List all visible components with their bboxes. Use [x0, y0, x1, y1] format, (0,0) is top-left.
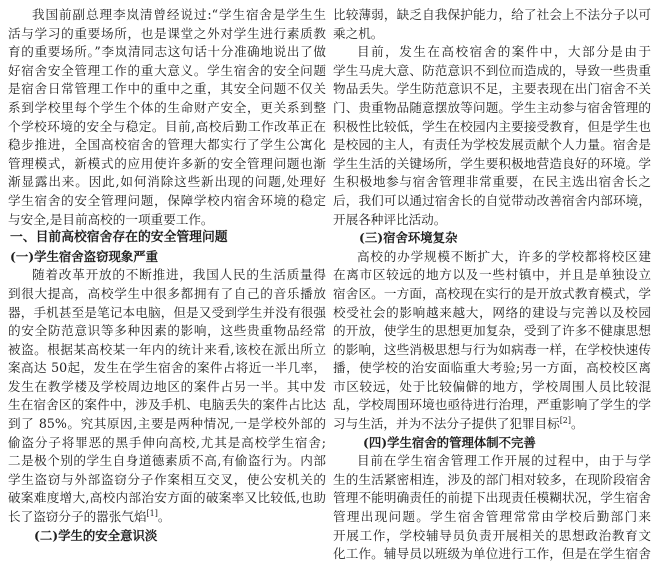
right-line [333, 378, 651, 397]
line-text: 生在宿舍区的案件中，涉及手机、电脑丢失的案件占比达 [8, 397, 326, 413]
left-line [8, 285, 326, 304]
right-line [333, 173, 651, 192]
line-text: 与安全,是目前高校的一项重要工作。 [8, 211, 214, 227]
line-text: 乱，学校周围环境也亟待进行治理，严重影响了学生的学 [333, 397, 651, 413]
left-line [8, 452, 326, 471]
right-line [333, 396, 651, 415]
citation-marker: [2] [559, 415, 572, 425]
right-line [333, 508, 651, 527]
right-line [333, 545, 651, 564]
right-line [333, 155, 651, 174]
line-text: 目前在学生宿舍管理工作开展的过程中，由于与学 [357, 453, 651, 469]
line-text: 高校的办学规模不断扩大，许多的学校都将校区建 [357, 248, 651, 264]
right-text-column [333, 6, 651, 564]
line-text: 播，使学校的治安面临重大考验;另一方面，高校校区离 [333, 360, 651, 376]
left-line [8, 304, 326, 323]
line-text: 比较薄弱，缺乏自我保护能力，给了社会上不法分子以可 [333, 7, 651, 22]
line-text: 到很大提高，高校学生中很多都拥有了自己的音乐播放 [8, 285, 326, 301]
line-text: 活与学习的重要场所，也是课堂之外对学生进行素质教 [8, 25, 326, 41]
left-line [8, 415, 326, 434]
right-line [333, 489, 651, 508]
line-text: 物品丢失。学生防范意识不足，主要表现在出门宿舍不关 [333, 81, 651, 97]
line-text: 案高达 50起，发生在学生宿舍的案件占将近一半几率， [8, 360, 326, 376]
subsection-heading [333, 434, 651, 453]
line-tail: 。 [571, 416, 584, 432]
line-text: 校受社会的影响越来越大，网络的建设与完善以及校园 [333, 304, 651, 320]
left-line [8, 341, 326, 360]
line-text: 学生宿舍的安全管理问题，保障学校内宿舍环境的稳定 [8, 192, 326, 208]
right-line [333, 415, 651, 434]
line-text: 随着改革开放的不断推进，我国人民的生活质量得 [32, 267, 326, 283]
line-text: 到了 85%。究其原因,主要是两种情况,一是学校外部的 [8, 416, 326, 432]
right-line [333, 25, 651, 44]
line-text: 管理不能明确责任的前提下出现责任模糊状况，学生宿舍 [333, 490, 651, 506]
line-text: 一、目前高校宿舍存在的安全管理问题 [10, 230, 228, 246]
right-line [333, 285, 651, 304]
line-tail: 。 [157, 509, 171, 525]
line-text: 的安全防范意识等多种因素的影响，这些贵重物品经常 [8, 323, 326, 339]
left-line [8, 508, 326, 527]
line-text: 破案难度增大,高校内部治安方面的破案率又比较低,也助 [8, 490, 326, 506]
left-line [8, 489, 326, 508]
line-text: 管理模式，新模式的应用使许多新的安全管理问题也渐 [8, 155, 326, 171]
right-line [333, 43, 651, 62]
right-line [333, 62, 651, 81]
line-text: 化工作。辅导员以班级为单位进行工作，但是在学生宿舍 [333, 546, 651, 562]
left-line [8, 471, 326, 490]
line-text: (三)宿舍环境复杂 [359, 230, 458, 246]
left-line [8, 359, 326, 378]
right-line [333, 211, 651, 230]
line-text: 育的重要场所。”李岚清同志这句话十分准确地说出了做 [8, 44, 326, 60]
line-text: 的影响，这些消极思想与行为如病毒一样，在学校快速传 [333, 341, 651, 357]
right-line [333, 341, 651, 360]
line-text: 二是极个别的学生自身道德素质不高,有偷盗行为。内部 [8, 453, 326, 469]
line-text: (四)学生宿舍的管理体制不完善 [363, 434, 536, 450]
citation-marker: [1] [146, 508, 158, 518]
subsection-heading [8, 248, 326, 267]
line-text: 我国前副总理李岚清曾经说过:“学生宿舍是学生生 [32, 7, 326, 22]
line-text: 在离市区较远的地方以及一些村镇中，并且是单独设立 [333, 267, 651, 283]
right-line [333, 359, 651, 378]
line-text: (一)学生宿舍盗窃现象严重 [10, 248, 159, 264]
right-line [333, 99, 651, 118]
line-text: 开展工作，学校辅导员负责开展相关的思想政治教育文 [333, 527, 651, 543]
left-line [8, 378, 326, 397]
line-text: 门、贵重物品随意摆放等问题。学生主动参与宿舍管理的 [333, 99, 651, 115]
line-text: 渐显露出来。因此,如何消除这些新出现的问题,处理好 [8, 174, 326, 190]
line-text: 学生生活的关键场所，学生要积极地营造良好的环境。学 [333, 155, 651, 171]
right-line [333, 192, 651, 211]
left-line [8, 136, 326, 155]
line-text: 目前，发生在高校宿舍的案件中，大部分是由于 [357, 44, 651, 60]
line-text: 管理出现问题。学生宿舍管理常常由学校后勤部门来 [333, 509, 651, 525]
line-text: 积极性比较低，学生在校园内主要接受教育，但是学生也 [333, 118, 651, 134]
line-text: 器，手机甚至是笔记本电脑，但是又受到学生并没有很强 [8, 304, 326, 320]
section-heading [8, 229, 326, 248]
left-line [8, 211, 326, 230]
line-text: 是宿舍日常管理工作中的重中之重，其安全问题不仅关 [8, 81, 326, 97]
line-text: 的开放，使学生的思想更加复杂，受到了许多不健康思想 [333, 323, 651, 339]
line-text: 开展各种评比活动。 [333, 211, 447, 227]
left-line [8, 155, 326, 174]
left-line [8, 99, 326, 118]
left-line [8, 6, 326, 25]
line-text: 市区较远，处于比较偏僻的地方，学校周围人员比较混 [333, 378, 651, 394]
left-line [8, 43, 326, 62]
right-line [333, 452, 651, 471]
line-text: 生积极地参与宿舍管理非常重要，在民主选出宿舍长之 [333, 174, 651, 190]
left-line [8, 173, 326, 192]
line-text: 习与生活，并为不法分子提供了犯罪目标 [333, 416, 560, 432]
line-text: 发生在教学楼及学校周边地区的案件占另一半。其中发 [8, 378, 326, 394]
line-text: 偷盗分子将罪恶的黑手伸向高校,尤其是高校学生宿舍; [8, 434, 326, 450]
line-text: 好宿舍安全管理工作的重大意义。学生宿舍的安全问题 [8, 62, 326, 78]
right-line [333, 266, 651, 285]
right-line [333, 304, 651, 323]
left-line [8, 62, 326, 81]
right-line [333, 118, 651, 137]
line-text: 乘之机。 [333, 25, 384, 41]
left-line [8, 322, 326, 341]
line-text: 学生盗窃与外部盗窃分子作案相互交叉，使公安机关的 [8, 471, 326, 487]
right-line [333, 80, 651, 99]
right-line [333, 527, 651, 546]
left-line [8, 80, 326, 99]
left-line [8, 434, 326, 453]
left-line [8, 396, 326, 415]
line-text: 生的生活紧密相连，涉及的部门相对较多，在现阶段宿舍 [333, 471, 651, 487]
left-line [8, 192, 326, 211]
left-line [8, 118, 326, 137]
left-line [8, 25, 326, 44]
line-text: 被盗。根据某高校某一年内的统计来看,该校在派出所立 [8, 341, 326, 357]
line-text: 是校园的主人，有责任为学校发展贡献个人力量。宿舍是 [333, 137, 651, 153]
line-text: 个学校环境的安全与稳定。目前,高校后勤工作改革正在 [8, 118, 326, 134]
line-text: 后，我们可以通过宿舍长的自觉带动改善宿舍内部环境， [333, 192, 651, 208]
line-text: (二)学生的安全意识淡 [34, 527, 158, 543]
line-text: 系到学校里每个学生个体的生命财产安全，更关系到整 [8, 99, 326, 115]
left-line [8, 266, 326, 285]
line-text: 长了盗窃分子的嚣张气焰 [8, 509, 147, 525]
line-text: 宿舍区。一方面，高校现在实行的是开放式教育模式，学 [333, 285, 651, 301]
line-text: 稳步推进，全国高校宿舍的管理大都实行了学生公寓化 [8, 137, 326, 153]
right-line [333, 471, 651, 490]
subsection-heading [8, 527, 326, 546]
subsection-heading [333, 229, 651, 248]
line-text: 学生马虎大意、防范意识不到位而造成的，导致一些贵重 [333, 62, 651, 78]
right-line [333, 248, 651, 267]
right-line [333, 136, 651, 155]
right-line [333, 322, 651, 341]
left-text-column [8, 6, 326, 545]
right-line [333, 6, 651, 25]
